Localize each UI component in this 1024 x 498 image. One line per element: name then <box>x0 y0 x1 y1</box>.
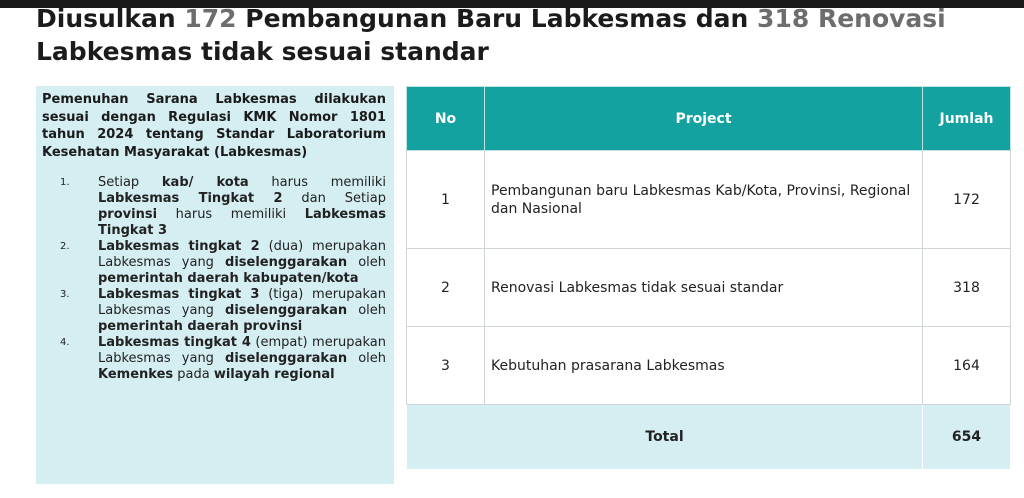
req-text-plain: Setiap <box>98 175 162 190</box>
req-text-bold: diselenggarakan <box>225 255 348 270</box>
requirement-number: 2. <box>60 241 70 252</box>
req-text-bold: pemerintah daerah provinsi <box>98 319 303 334</box>
regulation-intro: Pemenuhan Sarana Labkesmas dilakukan sesuai dengan Regulasi KMK Nomor 1801 tahun 2024 tentang Standar Laboratorium Kesehatan Masyarakat (Labkesmas) <box>42 92 386 160</box>
req-text-plain: (dua) merupakan Labkesmas yang <box>98 239 386 270</box>
requirement-number: 1. <box>60 177 70 188</box>
requirement-item <box>42 335 386 383</box>
req-text-bold: pemerintah daerah kabupaten/kota <box>98 271 359 286</box>
table-row <box>407 151 1011 249</box>
title-part2: Pembangunan Baru Labkesmas dan <box>236 4 758 33</box>
requirement-text <box>98 335 386 383</box>
table-row <box>407 327 1011 405</box>
column-header-project: Project <box>485 87 923 151</box>
req-text-bold: diselenggarakan <box>225 351 348 366</box>
requirement-list <box>42 175 386 383</box>
title-part1: Diusulkan <box>36 4 185 33</box>
req-text-bold: kab/ kota <box>161 175 249 190</box>
req-text-bold: diselenggarakan <box>225 303 348 318</box>
title-line2: Labkesmas tidak sesuai standar <box>36 37 489 66</box>
requirement-text <box>98 175 386 239</box>
project-table-container <box>406 86 1010 470</box>
project-table <box>406 86 1011 470</box>
cell-no: 1 <box>407 151 485 249</box>
requirement-item <box>42 287 386 335</box>
req-text-bold: provinsi <box>98 207 158 222</box>
total-row <box>407 405 1011 470</box>
total-value: 654 <box>923 405 1011 470</box>
req-text-bold: Labkesmas tingkat 4 <box>98 335 251 350</box>
slide-title <box>36 2 996 68</box>
req-text-plain: harus memiliki <box>248 175 386 190</box>
title-number-renovasi: 318 <box>757 4 810 33</box>
requirement-text <box>98 239 386 287</box>
req-text-plain: oleh <box>347 303 386 318</box>
req-text-bold: Labkesmas tingkat 2 <box>98 239 260 254</box>
requirement-item <box>42 175 386 239</box>
cell-no: 2 <box>407 249 485 327</box>
table-row <box>407 249 1011 327</box>
req-text-bold: Labkesmas Tingkat 3 <box>98 207 386 238</box>
req-text-plain: pada <box>173 367 214 382</box>
cell-no: 3 <box>407 327 485 405</box>
regulation-panel <box>36 86 394 484</box>
req-text-plain: oleh <box>347 255 386 270</box>
requirement-number: 4. <box>60 337 70 348</box>
req-text-bold: wilayah regional <box>213 367 335 382</box>
req-text-plain: harus memiliki <box>157 207 305 222</box>
requirement-number: 3. <box>60 289 70 300</box>
title-number-new: 172 <box>184 4 237 33</box>
req-text-plain: (tiga) merupakan Labkesmas yang <box>98 287 386 318</box>
req-text-plain: dan Setiap <box>282 191 386 206</box>
req-text-plain: oleh <box>347 351 386 366</box>
column-header-jumlah: Jumlah <box>923 87 1011 151</box>
req-text-bold: Kemenkes <box>98 367 174 382</box>
cell-jumlah: 318 <box>923 249 1011 327</box>
cell-project: Renovasi Labkesmas tidak sesuai standar <box>485 249 923 327</box>
table-header-row <box>407 87 1011 151</box>
requirement-text <box>98 287 386 335</box>
column-header-no: No <box>407 87 485 151</box>
req-text-bold: Labkesmas tingkat 3 <box>98 287 260 302</box>
cell-jumlah: 164 <box>923 327 1011 405</box>
requirement-item <box>42 239 386 287</box>
req-text-bold: Labkesmas Tingkat 2 <box>98 191 283 206</box>
cell-project: Kebutuhan prasarana Labkesmas <box>485 327 923 405</box>
cell-project: Pembangunan baru Labkesmas Kab/Kota, Provinsi, Regional dan Nasional <box>485 151 923 249</box>
req-text-plain: (empat) merupakan Labkesmas yang <box>98 335 386 366</box>
cell-jumlah: 172 <box>923 151 1011 249</box>
title-part3: Renovasi <box>809 4 946 33</box>
total-label: Total <box>407 405 923 470</box>
